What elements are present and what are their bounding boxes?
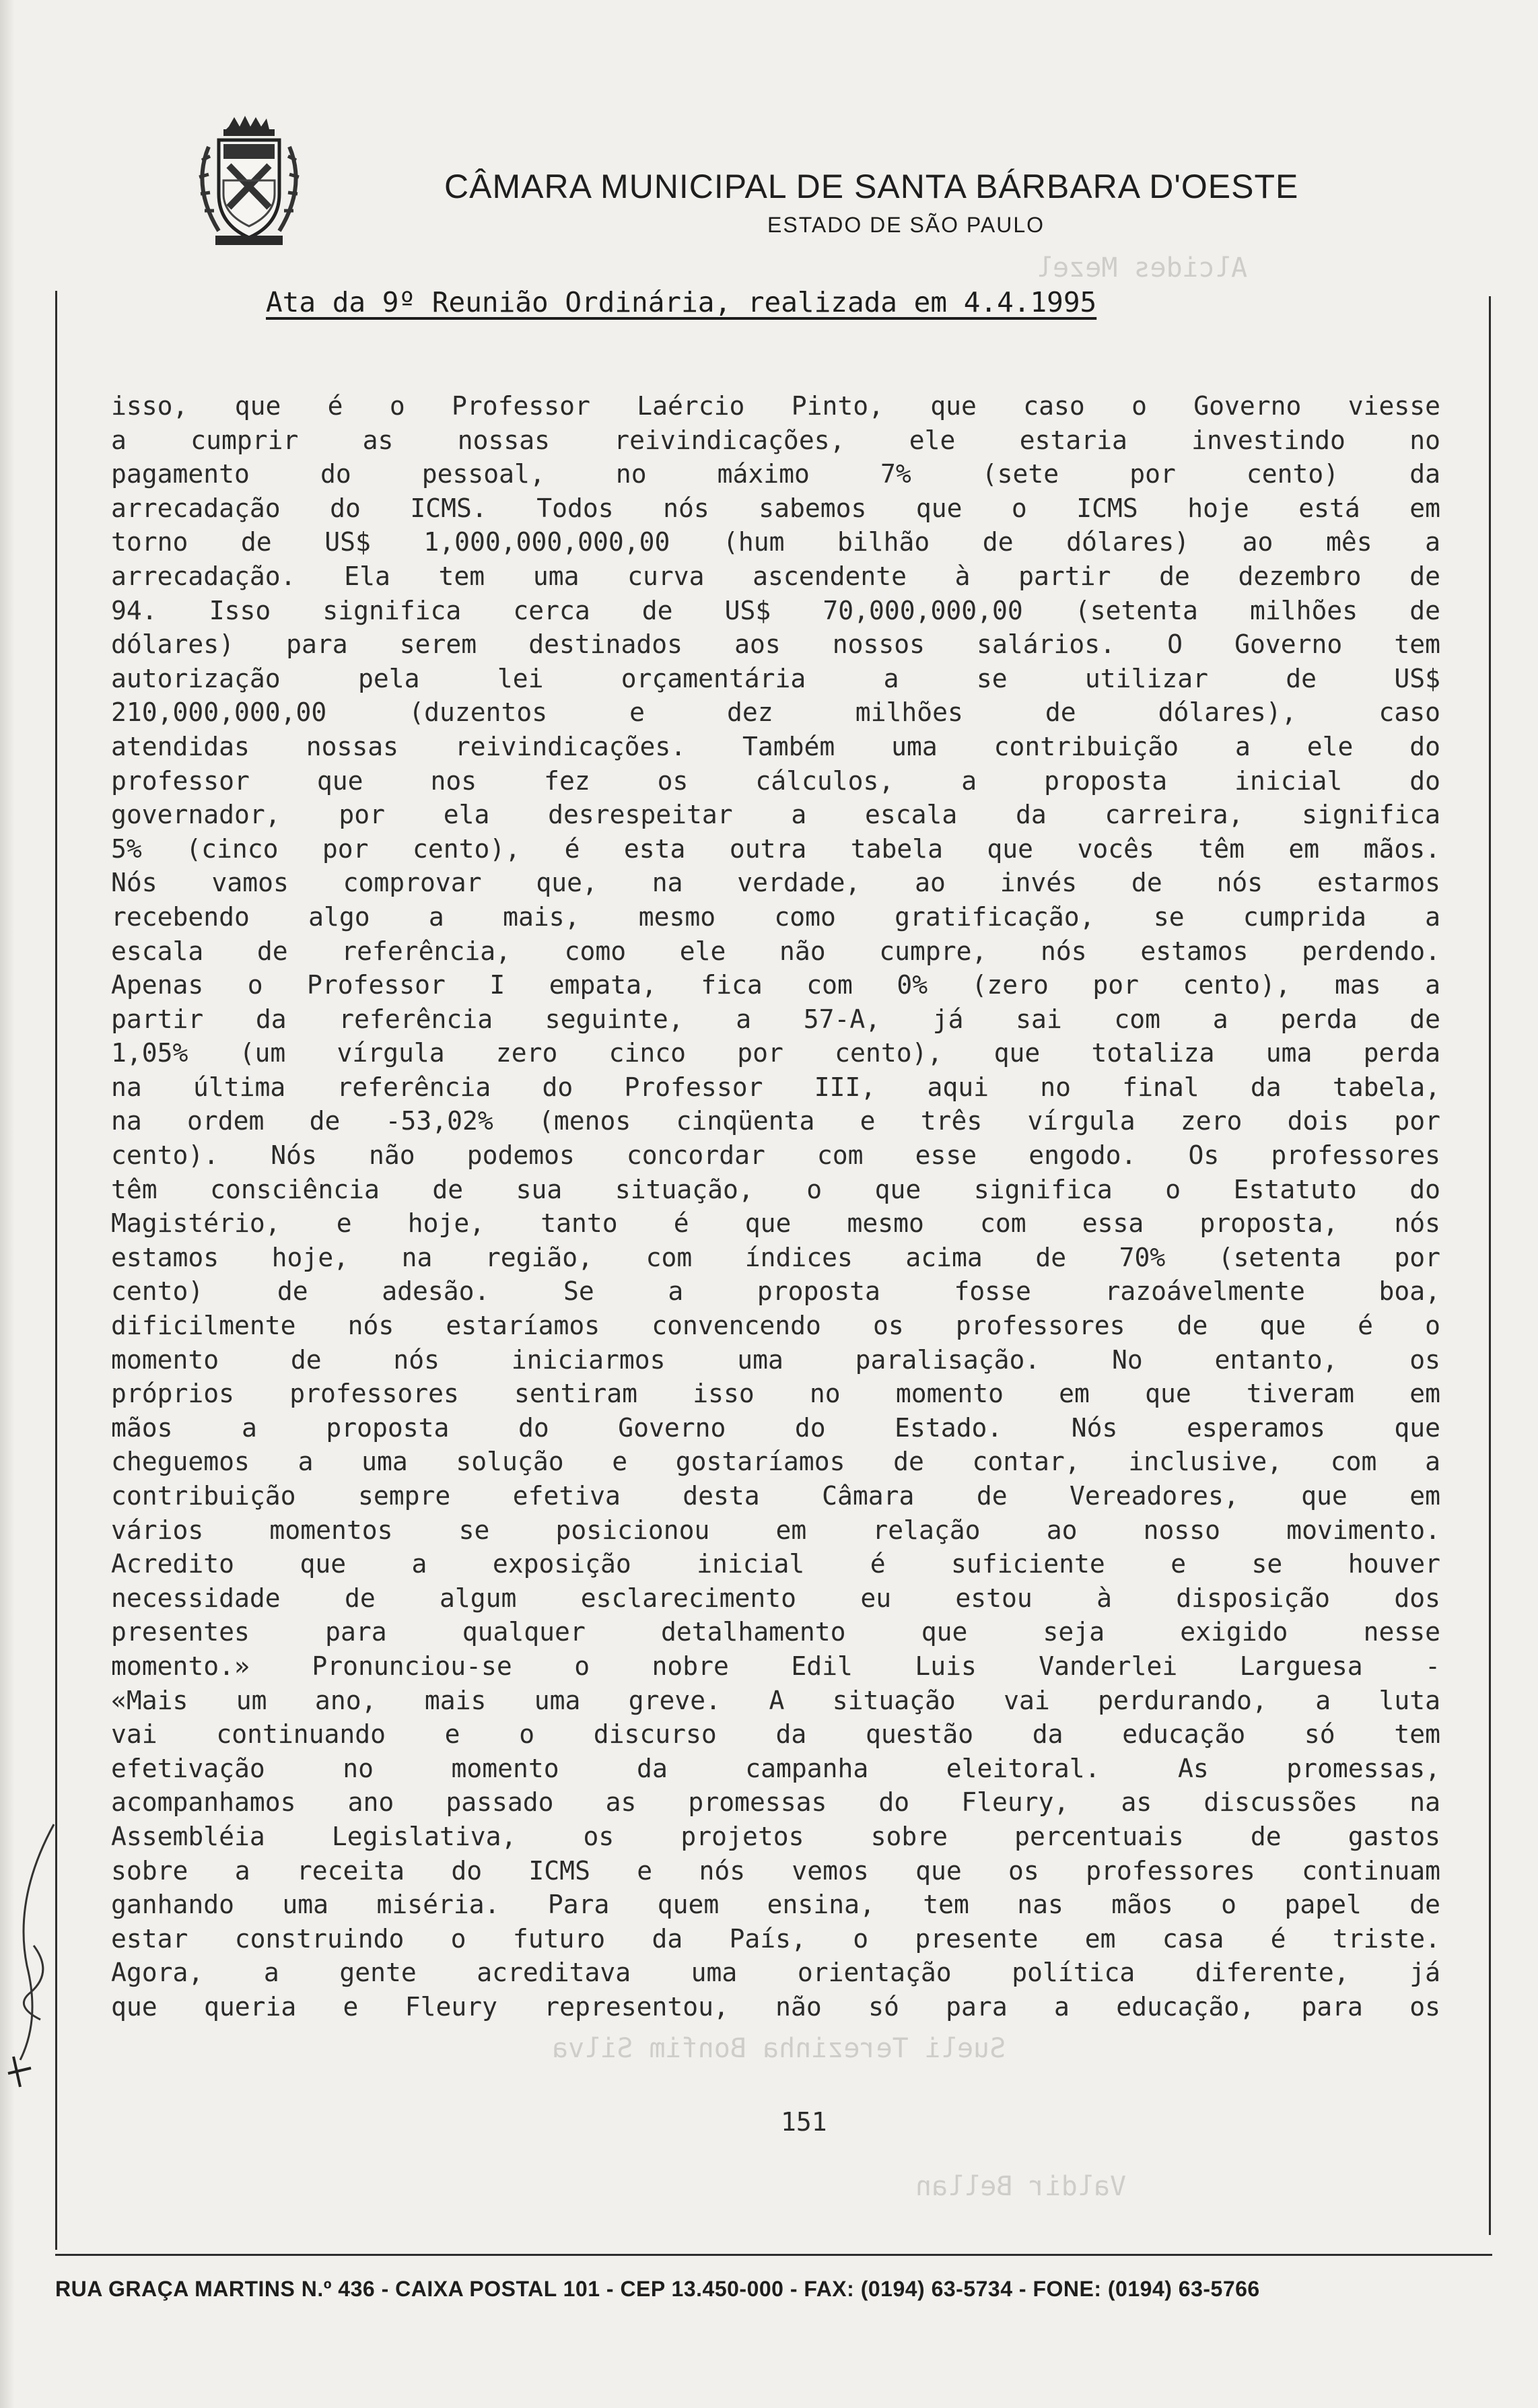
text-line: próprios professores sentiram isso no momento em que tiveram em [111,1379,1440,1409]
text-line: arrecadação. Ela tem uma curva ascendente à partir de dezembro de [111,561,1440,591]
chamber-title: CÂMARA MUNICIPAL DE SANTA BÁRBARA D'OESTE [444,168,1299,205]
municipal-crest-logo [182,113,316,254]
text-line: 1,05% (um vírgula zero cinco por cento), que totaliza uma perda [111,1038,1440,1068]
text-line: dificilmente nós estaríamos convencendo os professores de que é o [111,1311,1440,1341]
text-line: necessidade de algum esclarecimento eu estou à disposição dos [111,1583,1440,1613]
bleed-through-name: Alcides Mezel [1037,252,1248,283]
text-line: presentes para qualquer detalhamento que seja exigido nesse [111,1617,1440,1647]
state-subtitle: ESTADO DE SÃO PAULO [767,213,1045,237]
text-line: professor que nos fez os cálculos, a proposta inicial do [111,765,1440,796]
text-line: 210,000,000,00 (duzentos e dez milhões de dólares), caso [111,697,1440,728]
session-title: Ata da 9º Reunião Ordinária, realizada em 4.4.1995 [266,286,1097,318]
text-line: isso, que é o Professor Laércio Pinto, que caso o Governo viesse [111,391,1440,421]
text-line: Magistério, e hoje, tanto é que mesmo com essa proposta, nós [111,1208,1440,1239]
frame-right-rule [1489,296,1491,2235]
text-line: governador, por ela desrespeitar a escala da carreira, significa [111,800,1440,830]
text-line: estamos hoje, na região, com índices acima de 70% (setenta por [111,1242,1440,1272]
bleed-through-name: Valdir Bellan [915,2171,1127,2202]
text-line: na última referência do Professor III, aqui no final da tabela, [111,1072,1440,1102]
text-line: recebendo algo a mais, mesmo como gratificação, se cumprida a [111,901,1440,932]
text-line: mãos a proposta do Governo do Estado. Nós esperamos que [111,1412,1440,1443]
text-line: Acredito que a exposição inicial é suficiente e se houver [111,1549,1440,1579]
text-line: vai continuando e o discurso da questão da educação só tem [111,1719,1440,1750]
text-line: 5% (cinco por cento), é esta outra tabela que vocês têm em mãos. [111,833,1440,864]
bleed-through-name: Sueli Terezinha Bonfim Silva [552,2033,1006,2064]
text-line: «Mais um ano, mais uma greve. A situação vai perdurando, a luta [111,1685,1440,1715]
text-line: cheguemos a uma solução e gostaríamos de contar, inclusive, com a [111,1447,1440,1477]
text-line: pagamento do pessoal, no máximo 7% (sete por cento) da [111,459,1440,489]
minutes-body [111,389,1440,2024]
text-line: Nós vamos comprovar que, na verdade, ao invés de nós estarmos [111,868,1440,898]
text-line: momento de nós iniciarmos uma paralisação. No entanto, os [111,1344,1440,1375]
text-line: acompanhamos ano passado as promessas do Fleury, as discussões na [111,1787,1440,1818]
text-line: autorização pela lei orçamentária a se utilizar de US$ [111,663,1440,693]
page-number: 151 [781,2107,827,2137]
text-line: Assembléia Legislativa, os projetos sobre percentuais de gastos [111,1821,1440,1851]
text-line: cento). Nós não podemos concordar com esse engodo. Os professores [111,1140,1440,1171]
text-line: na ordem de -53,02% (menos cinqüenta e três vírgula zero dois por [111,1106,1440,1136]
margin-signature [0,1818,74,2100]
text-line: cento) de adesão. Se a proposta fosse razoávelmente boa, [111,1276,1440,1307]
footer-address: RUA GRAÇA MARTINS N.º 436 - CAIXA POSTAL 101 - CEP 13.450-000 - FAX: (0194) 63-5734 - FONE: (0194) 63-5766 [55,2277,1260,2301]
text-line: dólares) para serem destinados aos nossos salários. O Governo tem [111,629,1440,660]
text-line: ganhando uma miséria. Para quem ensina, tem nas mãos o papel de [111,1890,1440,1920]
text-line: escala de referência, como ele não cumpre, nós estamos perdendo. [111,936,1440,966]
text-line: Apenas o Professor I empata, fica com 0% (zero por cento), mas a [111,970,1440,1000]
text-line: efetivação no momento da campanha eleitoral. As promessas, [111,1753,1440,1783]
footer-rule [55,2254,1492,2256]
text-line: contribuição sempre efetiva desta Câmara de Vereadores, que em [111,1481,1440,1511]
text-line: a cumprir as nossas reivindicações, ele estaria investindo no [111,425,1440,455]
text-line: momento.» Pronunciou-se o nobre Edil Luis Vanderlei Larguesa - [111,1651,1440,1681]
text-line: torno de US$ 1,000,000,000,00 (hum bilhão de dólares) ao mês a [111,527,1440,557]
text-line: têm consciência de sua situação, o que significa o Estatuto do [111,1174,1440,1204]
text-line: partir da referência seguinte, a 57-A, já sai com a perda de [111,1004,1440,1034]
text-line: Agora, a gente acreditava uma orientação política diferente, já [111,1958,1440,1988]
text-line: arrecadação do ICMS. Todos nós sabemos que o ICMS hoje está em [111,493,1440,523]
text-line: estar construindo o futuro da País, o presente em casa é triste. [111,1923,1440,1954]
text-line: sobre a receita do ICMS e nós vemos que os professores continuam [111,1855,1440,1886]
text-line: vários momentos se posicionou em relação ao nosso movimento. [111,1515,1440,1545]
text-line: atendidas nossas reivindicações. Também uma contribuição a ele do [111,731,1440,761]
text-line: 94. Isso significa cerca de US$ 70,000,000,00 (setenta milhões de [111,595,1440,625]
text-line: que queria e Fleury representou, não só para a educação, para os [111,1991,1440,2022]
